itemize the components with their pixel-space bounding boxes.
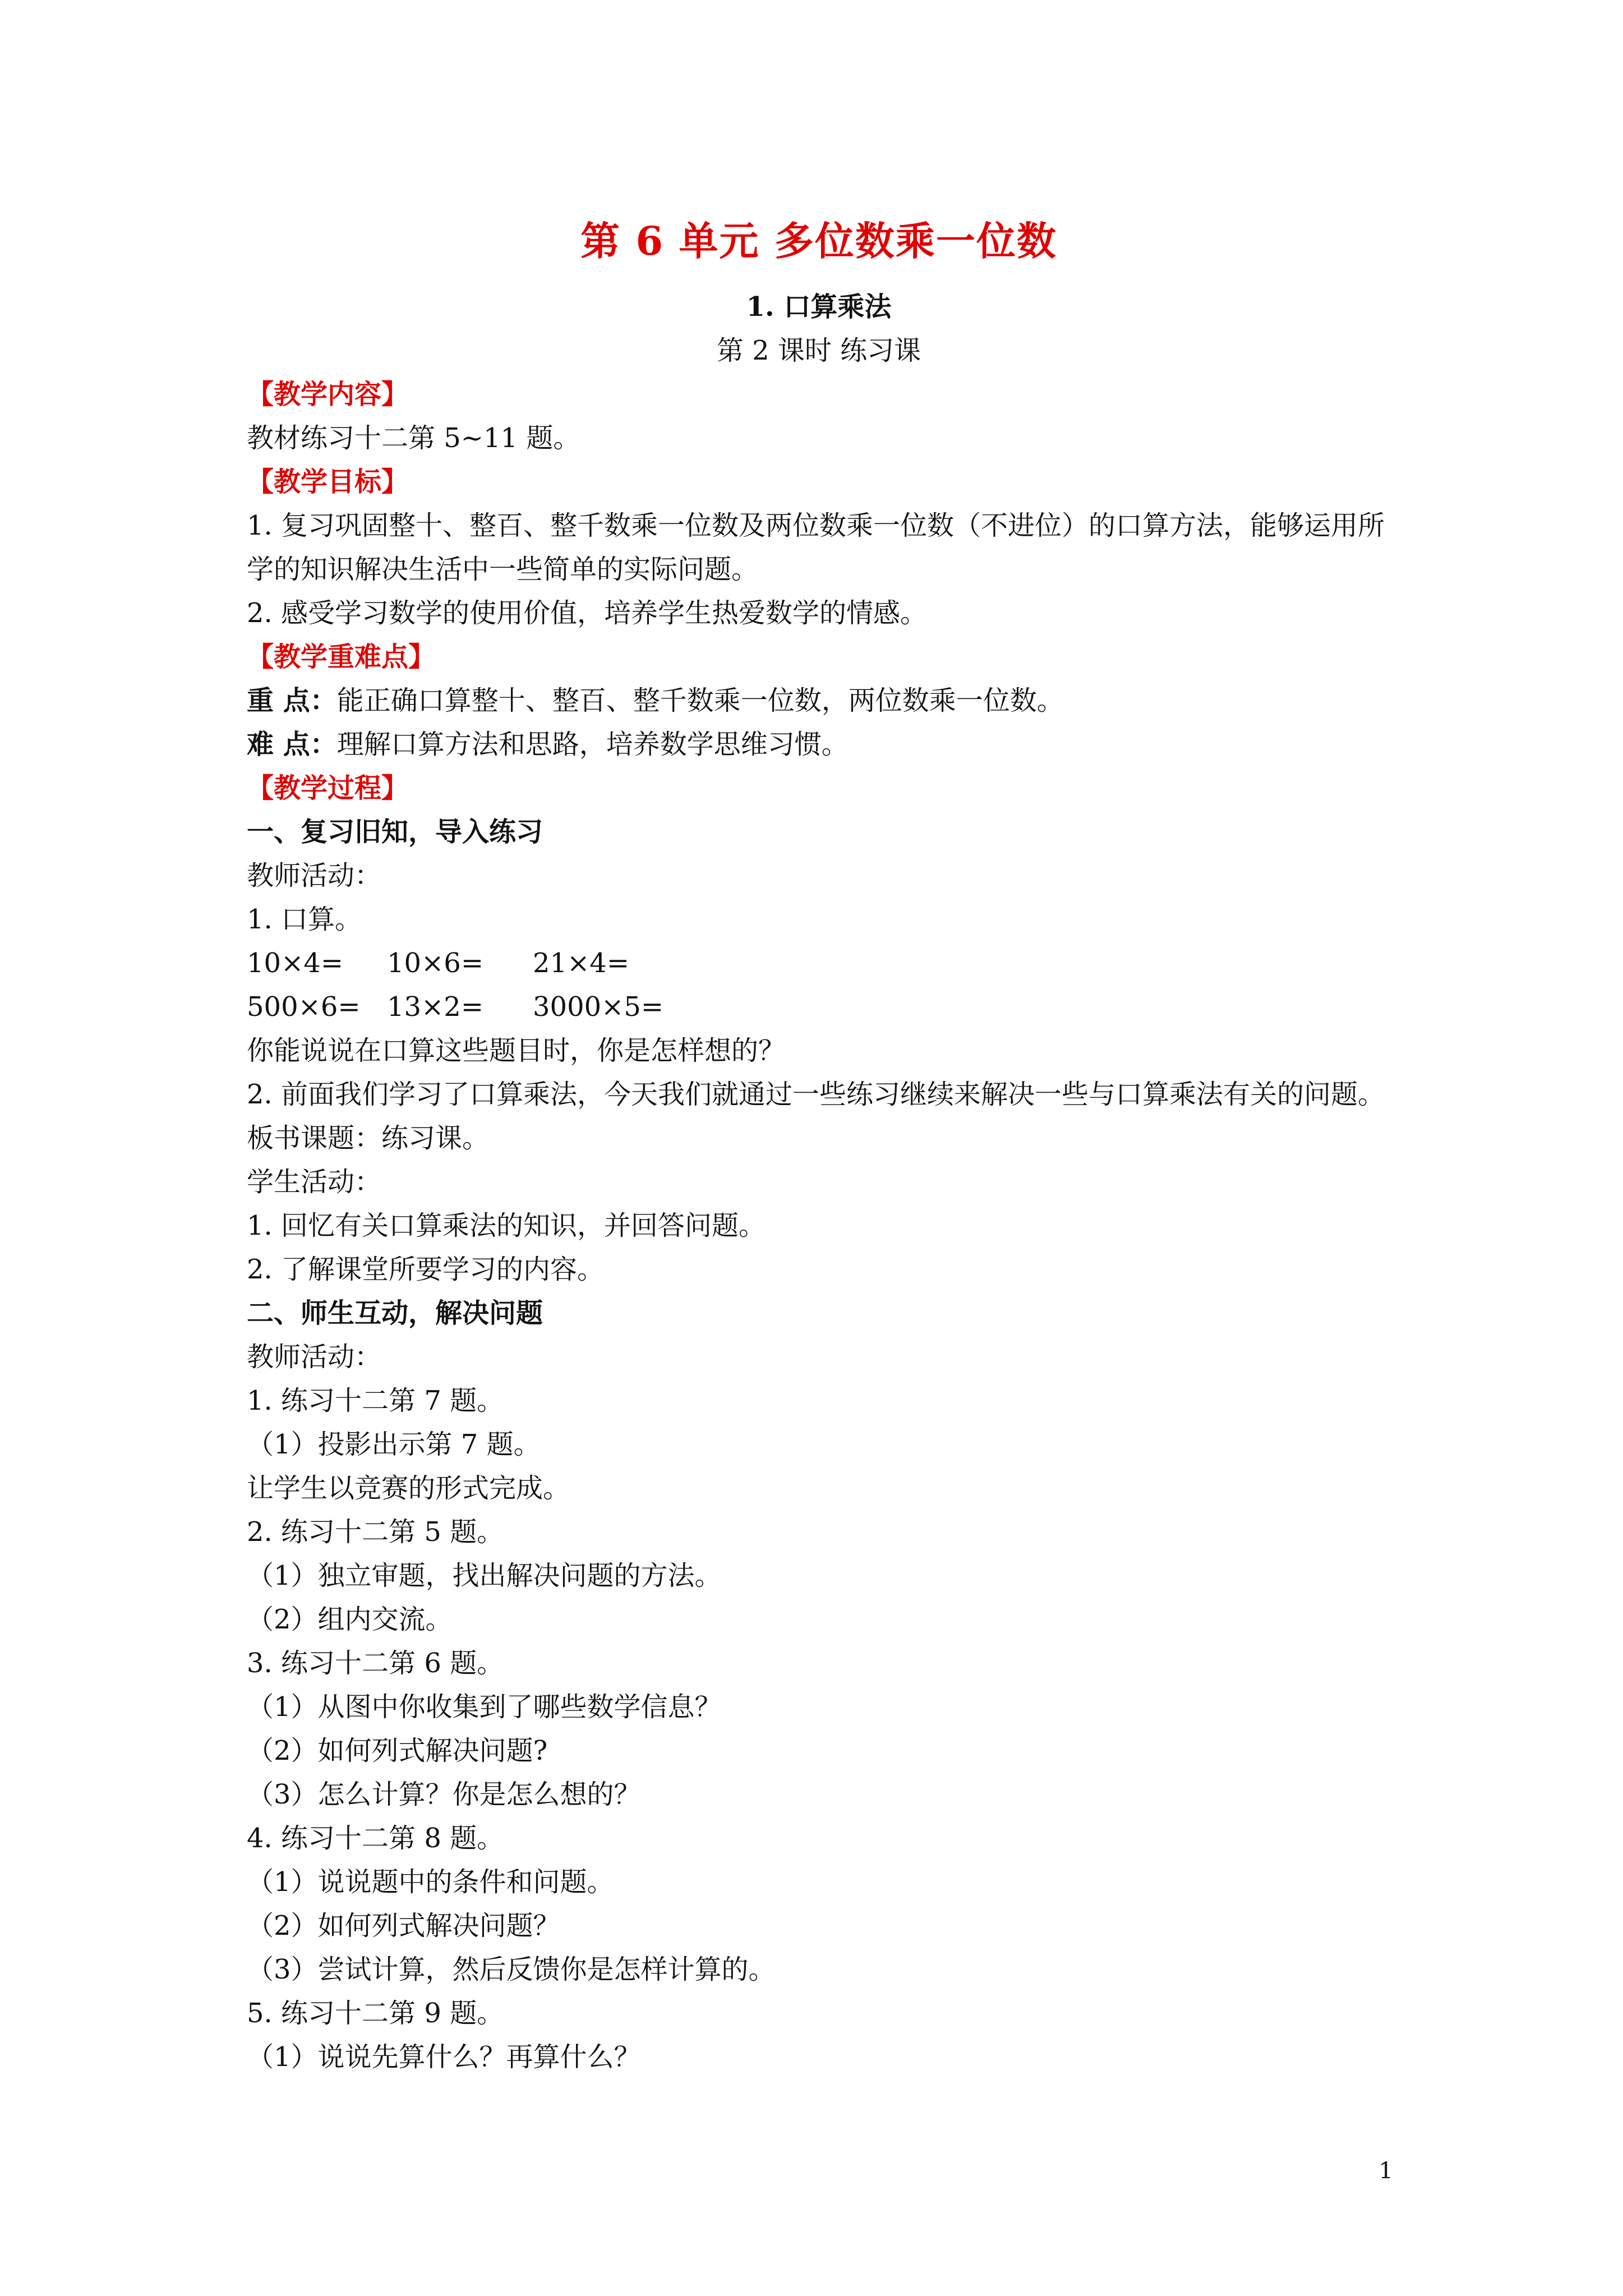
student-item-1: 1. 回忆有关口算乘法的知识，并回答问题。 xyxy=(247,1210,766,1241)
part-1-heading: 一、复习旧知，导入练习 xyxy=(247,816,543,848)
page-title: 第 6 单元 多位数乘一位数 xyxy=(580,218,1057,264)
exercise-line: 3. 练习十二第 6 题。 xyxy=(247,1648,504,1679)
key-point xyxy=(247,679,1391,723)
math-expr: 13×2= xyxy=(387,991,484,1023)
exercise-line: （2）如何列式解决问题？ xyxy=(247,1910,560,1941)
item-oral-calc: 1. 口算。 xyxy=(247,904,362,935)
exercise-line: （1）独立审题，找出解决问题的方法。 xyxy=(247,1560,722,1591)
exercise-line: （3）怎么计算？你是怎么想的？ xyxy=(247,1779,641,1810)
key-label: 重 点： xyxy=(247,685,337,716)
exercise-line: （1）说说题中的条件和问题。 xyxy=(247,1866,614,1898)
heading-key-points: 【教学重难点】 xyxy=(247,641,436,673)
heading-goals: 【教学目标】 xyxy=(247,466,409,498)
content-text: 教材练习十二第 5~11 题。 xyxy=(247,422,580,454)
board-title: 板书课题：练习课。 xyxy=(247,1122,490,1154)
math-row-2 xyxy=(247,985,1391,1029)
heading-process: 【教学过程】 xyxy=(247,772,409,804)
math-expr: 3000×5= xyxy=(533,991,664,1023)
student-item-2: 2. 了解课堂所要学习的内容。 xyxy=(247,1254,605,1285)
student-activity-label: 学生活动： xyxy=(247,1166,382,1198)
section-subtitle: 1. 口算乘法 xyxy=(746,291,892,323)
hard-text: 理解口算方法和思路，培养数学思维习惯。 xyxy=(336,729,849,760)
exercise-line: （2）组内交流。 xyxy=(247,1604,453,1635)
page-number: 1 xyxy=(1378,2158,1393,2184)
math-expr: 10×4= xyxy=(247,947,344,979)
exercise-line: （2）如何列式解决问题? xyxy=(247,1735,548,1766)
teacher-activity-label-2: 教师活动： xyxy=(247,1341,382,1373)
item-intro: 2. 前面我们学习了口算乘法，今天我们就通过一些练习继续来解决一些与口算乘法有关的问题。 xyxy=(247,1079,1385,1110)
exercise-line: （1）投影出示第 7 题。 xyxy=(247,1429,541,1460)
lesson-label: 第 2 课时 练习课 xyxy=(716,335,921,366)
exercise-line: 4. 练习十二第 8 题。 xyxy=(247,1823,504,1854)
exercise-line: 1. 练习十二第 7 题。 xyxy=(247,1385,504,1416)
teacher-activity-label: 教师活动： xyxy=(247,860,382,891)
heading-content: 【教学内容】 xyxy=(247,379,409,410)
hard-label: 难 点： xyxy=(247,729,337,760)
question-text: 你能说说在口算这些题目时，你是怎样想的？ xyxy=(247,1035,786,1066)
exercise-line: 2. 练习十二第 5 题。 xyxy=(247,1516,504,1548)
goal-1: 1. 复习巩固整十、整百、整千数乘一位数及两位数乘一位数（不进位）的口算方法，能够运用所学的知识解决生活中一些简单的实际问题。 xyxy=(247,510,1385,585)
exercise-line: （3）尝试计算，然后反馈你是怎样计算的。 xyxy=(247,1954,776,1985)
math-expr: 10×6= xyxy=(387,947,484,979)
hard-point xyxy=(247,723,1391,766)
math-row-1 xyxy=(247,941,1391,985)
part-2-heading: 二、师生互动，解决问题 xyxy=(247,1297,543,1329)
goal-2: 2. 感受学习数学的使用价值，培养学生热爱数学的情感。 xyxy=(247,597,928,629)
math-expr: 500×6= xyxy=(247,991,361,1023)
math-expr: 21×4= xyxy=(533,947,630,979)
exercise-line: 5. 练习十二第 9 题。 xyxy=(247,1998,504,2029)
key-text: 能正确口算整十、整百、整千数乘一位数，两位数乘一位数。 xyxy=(336,685,1064,716)
exercise-line: （1）从图中你收集到了哪些数学信息？ xyxy=(247,1691,722,1723)
exercise-line: 让学生以竞赛的形式完成。 xyxy=(247,1473,570,1504)
page-content xyxy=(247,213,1391,2079)
exercise-line: （1）说说先算什么？再算什么？ xyxy=(247,2041,641,2073)
